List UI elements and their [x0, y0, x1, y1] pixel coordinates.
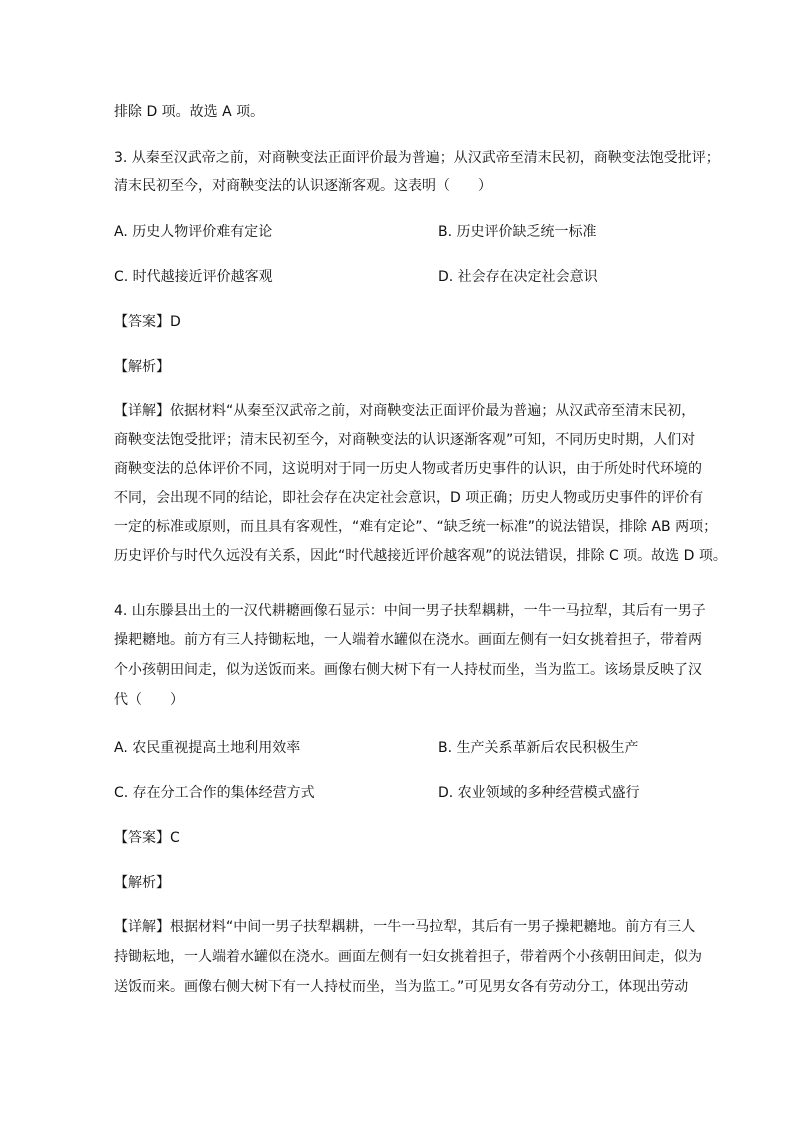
q3-option-c: C. 时代越接近评价越客观	[114, 269, 273, 285]
q3-detail-line-4: 不同，会出现不同的结论，即社会存在决定社会意识，D 项正确；历史人物或历史事件的评价有	[114, 490, 704, 506]
q3-stem-line-1: 3. 从秦至汉武帝之前，对商鞅变法正面评价最为普遍；从汉武帝至清末民初，商鞅变法饱受批评；	[114, 150, 720, 166]
q4-option-c: C. 存在分工合作的集体经营方式	[114, 785, 315, 801]
q3-option-d: D. 社会存在决定社会意识	[438, 269, 598, 285]
q3-analysis-heading: 【解析】	[114, 359, 170, 375]
q3-detail-line-2: 商鞅变法饱受批评；清末民初至今，对商鞅变法的认识逐渐客观”可知，不同历史时期，人们对	[114, 432, 696, 448]
q3-detail-line-6: 历史评价与时代久远没有关系，因此“时代越接近评价越客观”的说法错误，排除 C 项。故选 D 项。	[114, 548, 727, 564]
q4-stem-line-3: 个小孩朝田间走，似为送饭而来。画像右侧大树下有一人持杖而坐，当为监工。该场景反映了汉	[114, 662, 702, 678]
q4-analysis-heading: 【解析】	[114, 875, 170, 891]
q4-answer: 【答案】C	[114, 830, 180, 846]
q4-option-b: B. 生产关系革新后农民积极生产	[438, 740, 639, 756]
q4-option-d: D. 农业领域的多种经营模式盛行	[438, 785, 640, 801]
q3-detail-line-3: 商鞅变法的总体评价不同，这说明对于同一历史人物或者历史事件的认识，由于所处时代环境的	[114, 461, 702, 477]
q3-stem-line-2: 清末民初至今，对商鞅变法的认识逐渐客观。这表明（ ）	[114, 178, 492, 194]
q4-detail-line-1: 【详解】根据材料“中间一男子扶犁耦耕，一牛一马拉犁，其后有一男子操耙耱地。前方有三人	[114, 919, 696, 935]
q4-stem-line-2: 操耙耱地。前方有三人持锄耘地，一人端着水罐似在浇水。画面左侧有一妇女挑着担子，带着两	[114, 632, 702, 648]
q4-stem-line-1: 4. 山东滕县出土的一汉代耕耱画像石显示：中间一男子扶犁耦耕，一牛一马拉犁，其后有一男子	[114, 603, 706, 619]
q3-detail-line-5: 一定的标准或原则，而且具有客观性，“难有定论”、“缺乏统一标准”的说法错误，排除 AB 两项；	[114, 519, 718, 535]
q4-stem-line-4: 代（ ）	[114, 692, 184, 708]
q3-detail-line-1: 【详解】依据材料“从秦至汉武帝之前，对商鞅变法正面评价最为普遍；从汉武帝至清末民初，	[114, 403, 696, 419]
previous-conclusion: 排除 D 项。故选 A 项。	[114, 104, 265, 120]
q3-answer: 【答案】D	[114, 314, 181, 330]
q4-detail-line-2: 持锄耘地，一人端着水罐似在浇水。画面左侧有一妇女挑着担子，带着两个小孩朝田间走，似为	[114, 949, 702, 965]
q3-option-b: B. 历史评价缺乏统一标准	[438, 224, 597, 240]
q3-option-a: A. 历史人物评价难有定论	[114, 224, 273, 240]
q4-detail-line-3: 送饭而来。画像右侧大树下有一人持杖而坐，当为监工。”可见男女各有劳动分工，体现出劳动	[114, 979, 689, 995]
q4-option-a: A. 农民重视提高土地利用效率	[114, 740, 301, 756]
